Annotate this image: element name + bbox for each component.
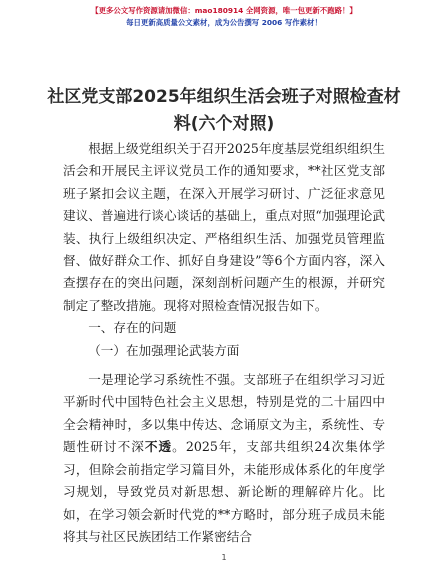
body-paragraph [63, 369, 385, 548]
promo-banner-line-1: 【更多公文写作资源请加微信：mao180914 全网资源，唯一包更新不跑路！】 [91, 6, 357, 15]
document-body [63, 138, 385, 548]
promo-banner [0, 5, 448, 29]
body-text-bold: 不透 [144, 439, 173, 455]
body-text-part-2: 。2025年，支部共组织24次集体学习，但除会前指定学习篇目外，未能形成体系化的年度学习规划，导致党员对新思想、新论断的理解碎片化。比如，在学习领会新时代党的**方略时，部分班子成员未能将其与社区民族团结工作紧密结合 [63, 439, 386, 544]
intro-paragraph: 根据上级党组织关于召开2025年度基层党组织组织生活会和开展民主评议党员工作的通知要求，**社区党支部班子紧扣会议主题，在深入开展学习研讨、广泛征求意见建议、普遍进行谈心谈话的基础上，重点对照“加强理论武装、执行上级组织决定、严格组织生活、加强党员管理监督、做好群众工作、抓好自身建设”等6个方面内容，深入查摆存在的突出问题，深刻剖析问题产生的根源，并研究制定了整改措施。现将对照检查情况报告如下。 [63, 141, 385, 313]
document-title: 社区党支部2025年组织生活会班子对照检查材料(六个对照) [47, 87, 401, 134]
subsection-heading: （一）在加强理论武装方面 [88, 342, 240, 358]
section-heading: 一、存在的问题 [88, 320, 177, 336]
body-text-part-1: 一是理论学习系统性不强。支部班子在组织学习习近平新时代中国特色社会主义思想，特别是党的二十届四中全会精神时，多以集中传达、念诵原文为主，系统性、专题性研讨不深 [63, 372, 385, 455]
promo-banner-line-2: 每日更新高质量公文素材，成为公告撰写 2006 写作素材！ [126, 18, 322, 27]
page-number: 1 [221, 553, 227, 562]
